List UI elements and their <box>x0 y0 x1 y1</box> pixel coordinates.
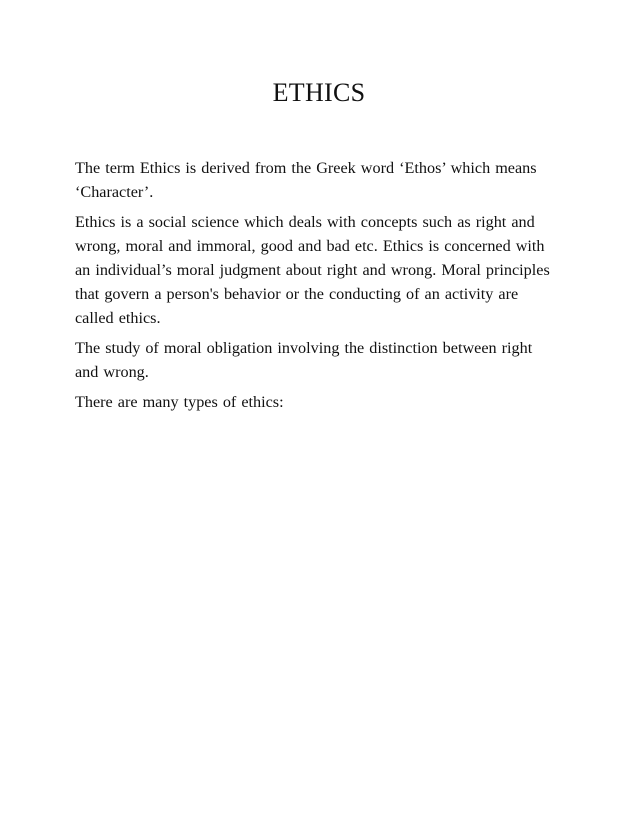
paragraph-study <box>75 336 570 384</box>
text-line: The term Ethics is derived from the Greek word ‘Ethos’ which means <box>75 159 537 177</box>
paragraph-description <box>75 210 570 330</box>
page-title: ETHICS <box>272 78 366 107</box>
text-line: and wrong. <box>75 363 149 381</box>
paragraph-types-intro <box>75 390 570 414</box>
text-line: The study of moral obligation involving the distinction between right <box>75 339 533 357</box>
document-body <box>75 156 570 420</box>
text-line: an individual’s moral judgment about right and wrong. Moral principles <box>75 261 550 279</box>
text-line: wrong, moral and immoral, good and bad etc. Ethics is concerned with <box>75 237 545 255</box>
text-line: There are many types of ethics: <box>75 393 284 411</box>
text-line: ‘Character’. <box>75 183 154 201</box>
paragraph-definition <box>75 156 570 204</box>
text-line: that govern a person's behavior or the conducting of an activity are <box>75 285 519 303</box>
text-line: Ethics is a social science which deals with concepts such as right and <box>75 213 535 231</box>
text-line: called ethics. <box>75 309 161 327</box>
